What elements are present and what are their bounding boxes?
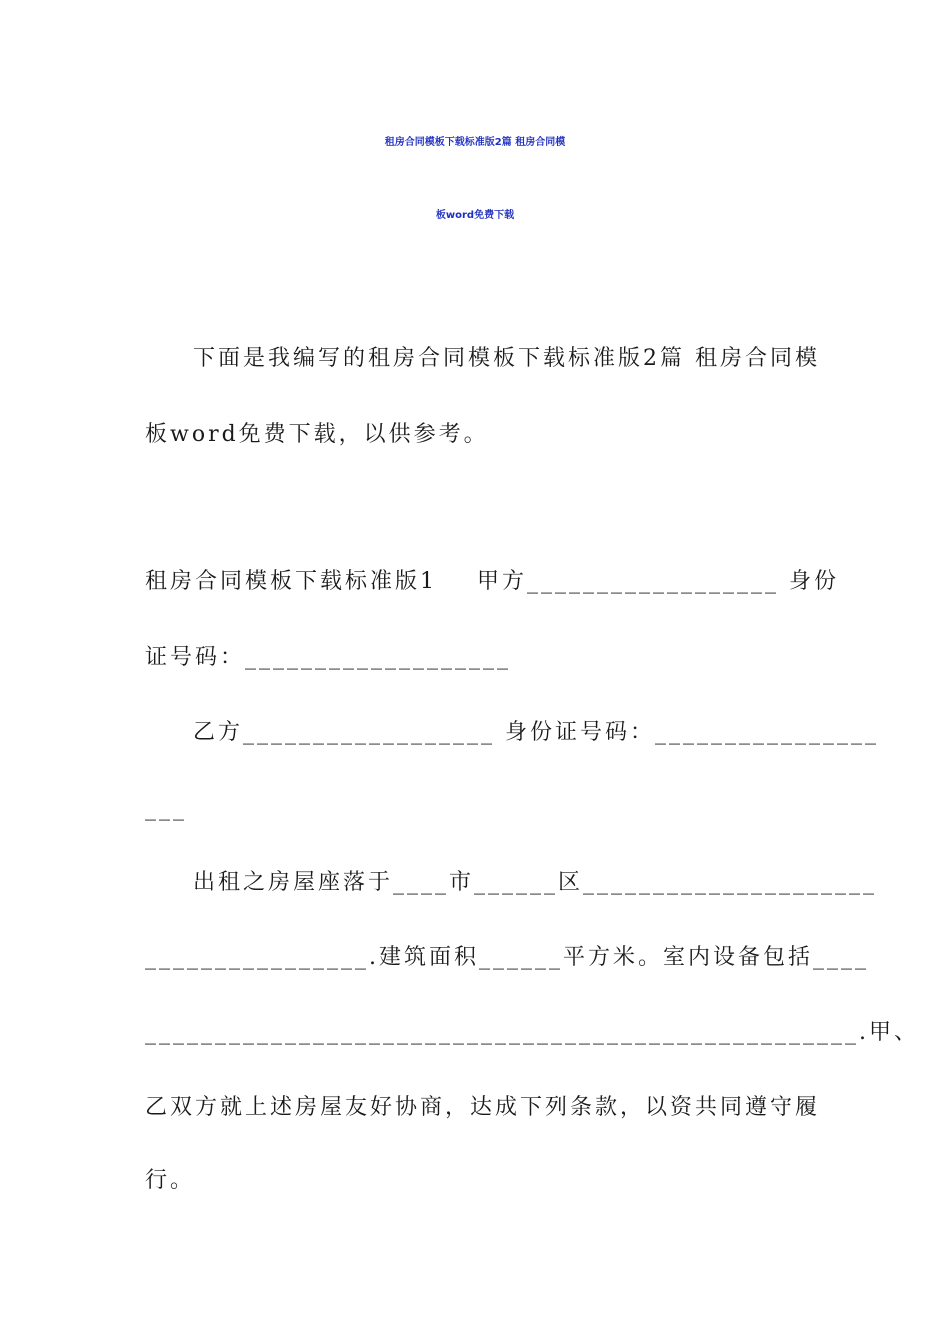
agreement-line-1: 乙双方就上述房屋友好协商，达成下列条款，以资共同遵守履 (145, 1095, 821, 1120)
agreement-line-2: 行。 (145, 1168, 196, 1193)
property-location-line-3: ___________________________________________________.甲、 (145, 1020, 919, 1045)
intro-paragraph-line-1: 下面是我编写的租房合同模板下载标准版2篇 租房合同模 (193, 346, 820, 371)
document-title-line-2: 板word免费下载 (435, 210, 515, 221)
section-heading-party-a-line: 租房合同模板下载标准版1 甲方__________________ 身份 (145, 569, 839, 594)
party-a-id-line: 证号码：___________________ (145, 645, 512, 670)
intro-paragraph-line-2: 板word免费下载，以供参考。 (145, 422, 489, 447)
property-location-line-1: 出租之房屋座落于____市______区_____________________ (193, 870, 878, 895)
document-title-line-1: 租房合同模板下载标准版2篇 租房合同模 (384, 137, 566, 148)
party-b-line-1: 乙方__________________ 身份证号码：________________ (193, 720, 879, 745)
property-location-line-2: ________________.建筑面积______平方米。室内设备包括____ (145, 945, 869, 970)
party-b-line-2: ___ (145, 796, 187, 821)
